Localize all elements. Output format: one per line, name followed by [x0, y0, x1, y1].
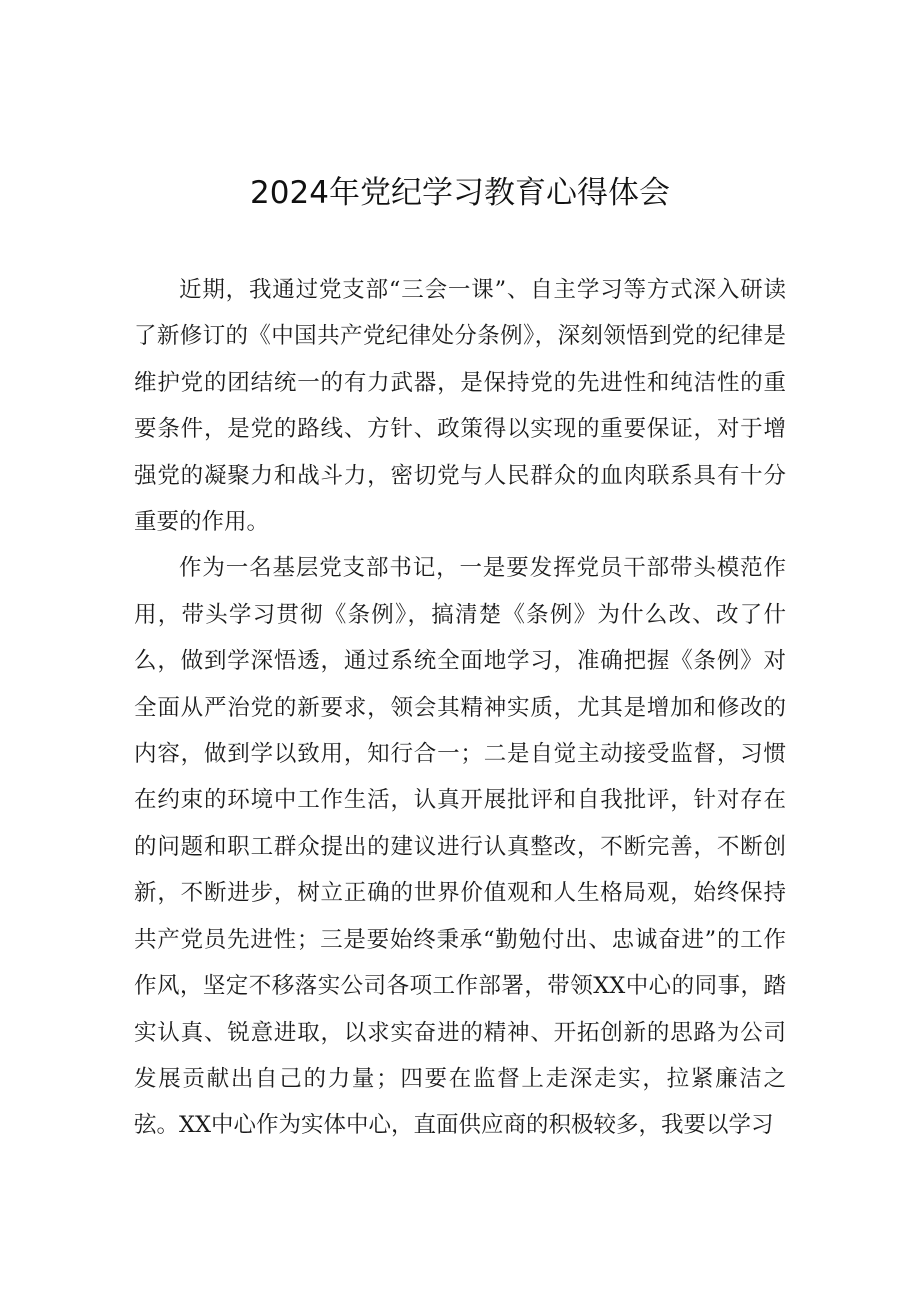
body-paragraph-2: 作为一名基层党支部书记，一是要发挥党员干部带头模范作用，带头学习贯彻《条例》，搞清楚《条例》为什么改、改了什么，做到学深悟透，通过系统全面地学习，准确把握《条例》对全面从严治党的新要求，领会其精神实质，尤其是增加和修改的内容，做到学以致用，知行合一；二是自觉主动接受监督，习惯在约束的环境中工作生活，认真开展批评和自我批评，针对存在的问题和职工群众提出的建议进行认真整改，不断完善，不断创新，不断进步，树立正确的世界价值观和人生格局观，始终保持共产党员先进性；三是要始终秉承“勤勉付出、忠诚奋进”的工作作风，坚定不移落实公司各项工作部署，带领XX中心的同事，踏实认真、锐意进取，以求实奋进的精神、开拓创新的思路为公司发展贡献出自己的力量；四要在监督上走深走实，拉紧廉洁之弦。XX中心作为实体中心，直面供应商的积极较多，我要以学习	[134, 555, 786, 1139]
body-paragraph-1: 近期，我通过党支部“三会一课”、自主学习等方式深入研读了新修订的《中国共产党纪律处分条例》，深刻领悟到党的纪律是维护党的团结统一的有力武器，是保持党的先进性和纯洁性的重要条件，是党的路线、方针、政策得以实现的重要保证，对于增强党的凝聚力和战斗力，密切党与人民群众的血肉联系具有十分重要的作用。	[134, 277, 786, 536]
document-title: 2024年党纪学习教育心得体会	[250, 175, 670, 211]
document-body	[134, 267, 786, 1149]
